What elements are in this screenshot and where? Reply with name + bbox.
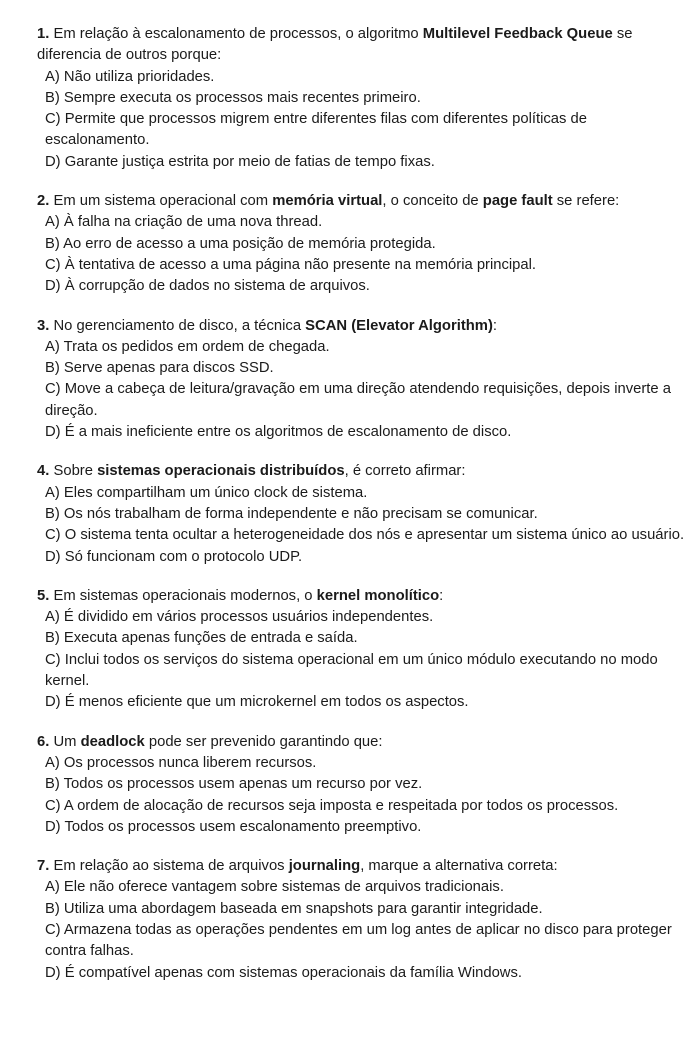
stem-text: se diferencia de outros porque: [37, 26, 633, 64]
answer-option-a: A) Não utiliza prioridades. [45, 68, 215, 85]
question-number: 1. [37, 26, 50, 42]
answer-option-a: A) Eles compartilham um único clock de sistema. [45, 484, 368, 501]
question-stem [37, 316, 691, 337]
question-1 [37, 24, 691, 173]
stem-text: Um [53, 733, 81, 750]
question-5 [37, 586, 691, 714]
answer-option-b: B) Sempre executa os processos mais recentes primeiro. [45, 89, 421, 106]
stem-keyword: page fault [482, 193, 553, 210]
question-number: 2. [37, 193, 50, 210]
stem-text: : [492, 317, 498, 334]
answer-option-b: B) Todos os processos usem apenas um recurso por vez. [45, 776, 423, 793]
answer-option-b: B) Ao erro de acesso a uma posição de memória protegida. [45, 235, 436, 252]
stem-text: Sobre [53, 463, 98, 480]
question-stem [37, 732, 691, 753]
answer-option-c: C) Inclui todos os serviços do sistema operacional em um único módulo executando no modo kernel. [45, 651, 658, 690]
question-2 [37, 191, 691, 297]
stem-text: pode ser prevenido garantindo que: [144, 733, 383, 750]
question-number: 4. [37, 463, 50, 480]
answer-option-c: C) O sistema tenta ocultar a heterogeneidade dos nós e apresentar um sistema único ao usuário. [45, 527, 685, 544]
answer-option-a: A) É dividido em vários processos usuários independentes. [45, 609, 434, 626]
stem-text: Em relação à escalonamento de processos, o algoritmo [53, 26, 423, 42]
stem-keyword: journaling [288, 858, 361, 875]
stem-keyword: SCAN (Elevator Algorithm) [305, 317, 493, 334]
question-number: 5. [37, 587, 50, 604]
question-stem [37, 856, 691, 877]
answer-option-c: C) Move a cabeça de leitura/gravação em uma direção atendendo requisições, depois inverte a direção. [45, 381, 671, 419]
question-6 [37, 732, 691, 838]
question-stem [37, 461, 691, 482]
answer-option-b: B) Utiliza uma abordagem baseada em snapshots para garantir integridade. [45, 900, 543, 917]
answer-option-c: C) Permite que processos migrem entre diferentes filas com diferentes políticas de escalonamento. [45, 111, 587, 149]
question-stem [37, 24, 691, 67]
answer-option-d: D) À corrupção de dados no sistema de arquivos. [45, 278, 370, 295]
answer-option-a: A) Ele não oferece vantagem sobre sistemas de arquivos tradicionais. [45, 879, 504, 896]
answer-option-a: A) Trata os pedidos em ordem de chegada. [45, 338, 330, 355]
stem-text: Em um sistema operacional com [53, 193, 273, 210]
question-number: 7. [37, 858, 50, 875]
stem-keyword: Multilevel Feedback Queue [422, 26, 613, 42]
stem-text: se refere: [552, 193, 620, 210]
stem-keyword: deadlock [80, 733, 145, 750]
answer-option-a: A) Os processos nunca liberem recursos. [45, 754, 317, 771]
answer-option-b: B) Executa apenas funções de entrada e saída. [45, 630, 358, 647]
stem-text: , marque a alternativa correta: [360, 858, 558, 875]
answer-option-d: D) Todos os processos usem escalonamento preemptivo. [45, 818, 422, 835]
answer-option-c: C) Armazena todas as operações pendentes em um log antes de aplicar no disco para proteger contra falhas. [45, 921, 672, 960]
question-list [37, 24, 691, 984]
question-4 [37, 461, 691, 567]
stem-text: , o conceito de [382, 193, 483, 210]
question-stem [37, 586, 691, 607]
answer-option-d: D) Garante justiça estrita por meio de fatias de tempo fixas. [45, 153, 435, 170]
stem-text: Em relação ao sistema de arquivos [53, 858, 289, 875]
stem-text: No gerenciamento de disco, a técnica [53, 317, 306, 334]
answer-option-d: D) É a mais ineficiente entre os algoritmos de escalonamento de disco. [45, 424, 512, 441]
stem-text: : [439, 587, 444, 604]
stem-keyword: kernel monolítico [316, 587, 440, 604]
answer-option-b: B) Serve apenas para discos SSD. [45, 360, 274, 377]
answer-option-a: A) À falha na criação de uma nova thread. [45, 214, 323, 231]
stem-text: Em sistemas operacionais modernos, o [53, 587, 317, 604]
stem-text: , é correto afirmar: [344, 463, 466, 480]
question-7 [37, 856, 691, 984]
answer-option-b: B) Os nós trabalham de forma independente e não precisam se comunicar. [45, 505, 538, 522]
question-number: 6. [37, 733, 50, 750]
stem-keyword: sistemas operacionais distribuídos [97, 463, 345, 480]
answer-option-c: C) A ordem de alocação de recursos seja imposta e respeitada por todos os processos. [45, 797, 619, 814]
answer-option-d: D) Só funcionam com o protocolo UDP. [45, 548, 303, 565]
answer-option-d: D) É menos eficiente que um microkernel em todos os aspectos. [45, 694, 469, 711]
answer-option-c: C) À tentativa de acesso a uma página não presente na memória principal. [45, 256, 537, 273]
question-3 [37, 316, 691, 444]
question-stem [37, 191, 691, 212]
stem-keyword: memória virtual [272, 193, 383, 210]
answer-option-d: D) É compatível apenas com sistemas operacionais da família Windows. [45, 964, 522, 981]
question-number: 3. [37, 317, 50, 334]
